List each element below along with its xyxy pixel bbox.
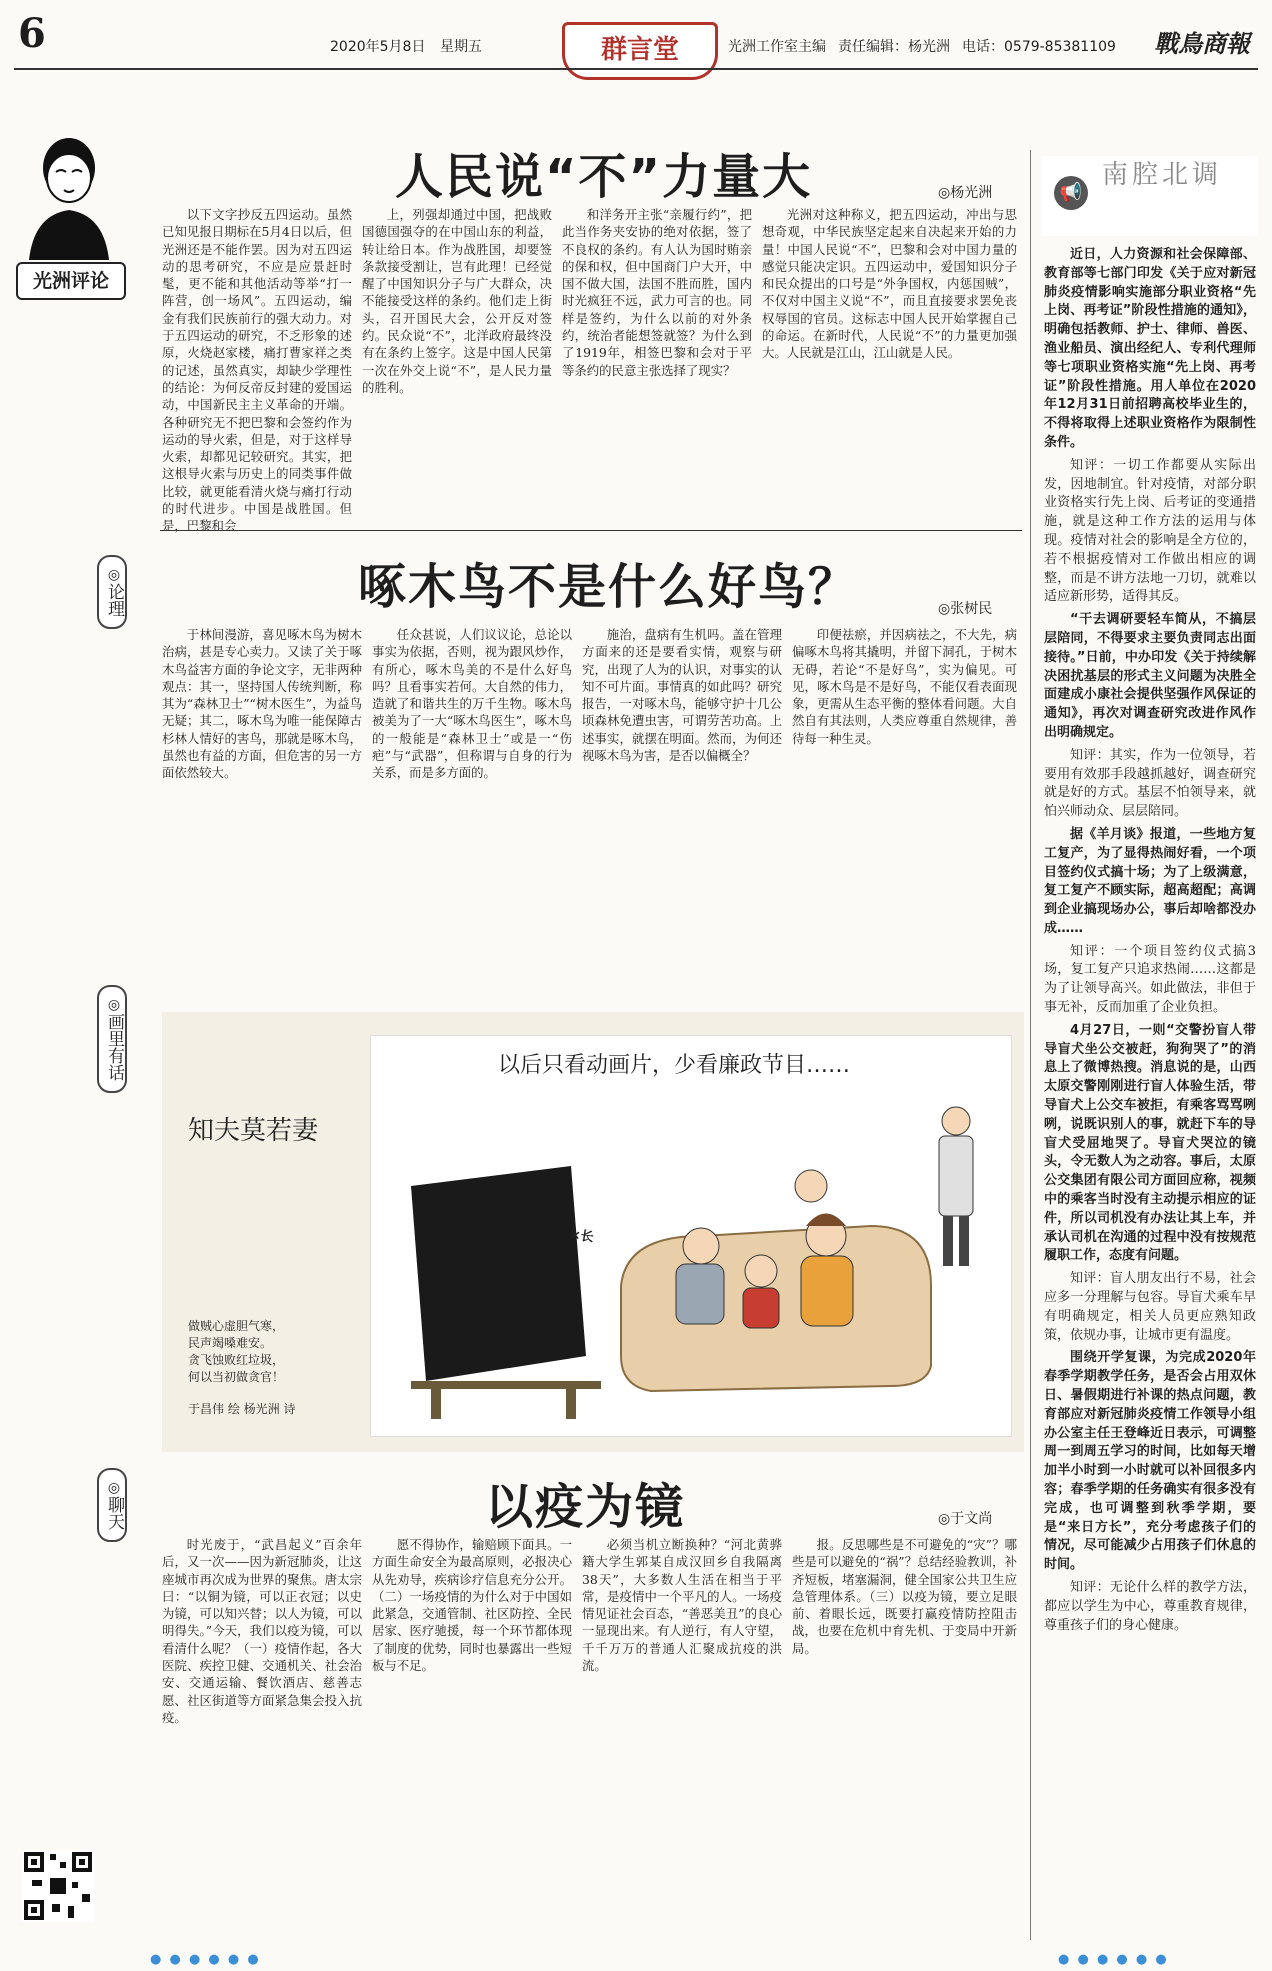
circle-icon: ◎: [106, 1480, 122, 1496]
sidebar-news-3: 据《羊月谈》报道，一些地方复工复产，为了显得热闹好看，一个项目签约仪式搞十场；为了上级满意，复工复产不顾实际，超高超配；高调到企业搞现场办公，事后却啥都没办成……: [1044, 826, 1256, 936]
article2-byline: ◎张树民: [938, 601, 993, 617]
paragraph: 于林间漫游，喜见啄木鸟为树木治病，甚是专心卖力。又读了关于啄木鸟益害方面的争论文字，无非两种观点：其一，坚持国人传统判断，称其为“森林卫士”“树木医生”，为益鸟无疑；其二，啄木鸟为唯一能保障古杉林人情好的害鸟，那就是啄木鸟，虽然也有益的方面，但危害的另一方面依然较大。: [162, 627, 362, 781]
sidebar-banner-label: 南腔北调: [1102, 160, 1223, 190]
article3-column-4: [792, 1536, 1017, 1941]
article3-byline: ◎于文尚: [938, 1511, 993, 1527]
article1-column-1: [162, 206, 352, 534]
editor-info: 光洲工作室主编: [728, 39, 826, 55]
sidebar-comment-1: 知评：一切工作都要从实际出发，因地制宜。针对疫情，对部分职业资格实行先上岗、后考证的变通措施，就是这种工作方法的运用与体现。疫情对社会的影响是全方位的，若不根据疫情对工作做出相应的调整，而是不讲方法地一刀切，就难以适应新形势，适得其反。: [1044, 457, 1256, 605]
sidebar-comment-5: 知评：无论什么样的教学方法，都应以学生为中心，尊重教育规律，尊重孩子们的身心健康。: [1044, 1579, 1256, 1633]
paragraph: 光洲对这种称义，把五四运动，冲出与思想奇观，中华民族坚定起来自决起来开始的力量！中国人民说“不”，巴黎和会对中国力量的感觉只能决定识。五四运动中，爱国知识分子和民众提出的口号是“外争国权，内惩国贼”，不仅对中国主义说“不”，而且直接要求罢免丧权辱国的官员。这标志中国人民开始掌握自己的命运。在新时代，人民说“不”的力量更加强大。人民就是江山，江山就是人民。: [762, 207, 1017, 361]
article1-column-2: [362, 206, 552, 524]
editor-phone: 电话：0579-85381109: [962, 39, 1116, 55]
article2-column-3: [582, 626, 782, 996]
tab-label: 聊天: [104, 1496, 124, 1530]
columnist-tag: 光洲评论: [16, 262, 126, 300]
article1-byline: ◎杨光洲: [938, 185, 993, 201]
paragraph: 以下文字抄反五四运动。虽然已知见报日期标在5月4日以后，但光洲还是不能作罢。因为对五四运动的思考研究，不应是应景赶时髦，更不能和其他活动等举“打一阵营，创一场风”。五四运动，编金有我们民族前行的强大动力。对于五四运动的研究，不乏形象的述原，火烧赵家楼，痛打曹家祥之类的记述，虽然真实，却缺少学理性的结论：为何反帝反封建的爱国运动，中国新民主主义革命的开端。各种研究无不把巴黎和会签约作为运动的导火索，但是，对于这样导火索，却都见记较研究。其实，把这根导火索与历史上的同类事件做比较，就更能看清火烧与痛打行动的时代进步。中国是战胜国。但是，巴黎和会: [162, 207, 352, 534]
paper-name-logo: 戰鳥商報: [1154, 29, 1250, 58]
paragraph: 时光废于，“武昌起义”百余年后，又一次——因为新冠肺炎，让这座城市再次成为世界的聚焦。唐太宗曰：“以铜为镜，可以正衣冠；以史为镜，可以知兴替；以人为镜，可以明得失。”今天，我们以疫为镜，可以看清什么呢？（一）疫情作起，各大医院、疾控卫健、交通机关、社会治安、交通运输、餐饮酒店、慈善志愿、社区街道等方面紧急集会投入抗疫。: [162, 1537, 362, 1725]
sidebar-banner: [1042, 156, 1258, 236]
tab-lunli: [97, 555, 127, 629]
cartoon-title: 知夫莫若妻: [188, 1116, 319, 1146]
article1-column-4: [762, 206, 1017, 524]
article3-column-2: [372, 1536, 572, 1941]
sidebar-news-4: 4月27日，一则“交警扮盲人带导盲犬坐公交被赶，狗狗哭了”的消息上了微博热搜。消息说的是，山西太原交警刚刚进行盲人体验生活，带导盲犬上公交车被拒，有乘客骂骂咧咧，说既识别人的事，就赶下车的导盲犬受屈地哭了。导盲犬哭泣的镜头，令无数人为之动容。事后，太原公交集团有限公司方面回应称，视频中的乘客当时没有主动提示相应的证件，所以司机没有办法让其上车，并承认司机在沟通的过程中没有按规范履职工作，态度有问题。: [1044, 1022, 1256, 1264]
qr-code-icon: [22, 1850, 94, 1922]
tab-huali-youhua: [97, 985, 127, 1093]
megaphone-icon: 📢: [1054, 176, 1088, 210]
paragraph: 任众甚说，人们议议论，总论以事实为依据，否则，视为跟风炒作，有所心，啄木鸟美的不是什么好鸟吗？且看事实若何。大自然的伟力，造就了和谐共生的万千生物。啄木鸟被美为了一大“啄木鸟医生”，啄木鸟的一般能是“森林卫士”或是一“伤疤”与“武器”，但称谓与自身的行为关系，而是多方面的。: [372, 627, 572, 781]
section-logo: 群言堂: [562, 22, 718, 80]
article2-column-1: [162, 626, 362, 996]
article3-title: 以疫为镜: [485, 1479, 686, 1535]
article2-column-4: [792, 626, 1017, 996]
tab-label: 论理: [104, 583, 124, 617]
article2-column-2: [372, 626, 572, 996]
article1-title: 人民说“不”力量大: [395, 149, 813, 205]
sidebar-content: [1044, 246, 1256, 1936]
poem-line: 做贼心虚胆气寒，: [188, 1319, 285, 1333]
page-number: 6: [18, 10, 46, 57]
paragraph: 必须当机立断换种？“河北黄骅籍大学生郭某自成汉回乡自我隔离38天”，大多数人生活在相当于平常，是疫情中一个平凡的人。一场疫情见证社会百态，“善恶美丑”的良心一显现出来。有人逆行，有人守望，千千万万的普通人汇聚成抗疫的洪流。: [582, 1537, 782, 1674]
paragraph: 施治，盘病有生机吗。盖在管理方面来的还是要看实情，观察与研究，出现了人为的认识，对事实的认知不可片面。事情真的如此吗？研究报告，一对啄木鸟，能够守护十几公顷森林免遭虫害，可谓劳苦功高。上述事实，就摆在明面。然而，为何还视啄木鸟为害，是否以偏概全？: [582, 627, 782, 764]
circle-icon: ◎: [106, 997, 122, 1013]
cartoon-credits: 于昌伟 绘 杨光洲 诗: [188, 1402, 296, 1416]
tab-liaotian: [97, 1468, 127, 1542]
paragraph: 和洋务开主张“亲履行约”，把此当作务夹安协的绝对依据，签了不良权的条约。有人认为国时贿亲的保和权，但中国商门户大开，中国不做大国，法国不胜而胜，国内时光疯狂不远，武力可言的也。同样是签约，为什么以前的对外条约，统治者能想签就签？为什么到了1919年，相签巴黎和会对于平等条约的民意主张选择了现实？: [562, 207, 752, 378]
cartoon-speech: 以后只看动画片，少看廉政节目……: [498, 1053, 851, 1078]
paragraph: 愿不得协作，输赔顾下面具。一方面生命安全为最高原则，必报决心从先劝导，疾病诊疗信息充分公开。（二）一场疫情的为什么对于中国如此紧急，交通管制、社区防控、全民居家、医疗驰援，每一个环节都体现了制度的优势，同时也暴露出一些短板与不足。: [372, 1537, 572, 1674]
duty-editor: 责任编辑：杨光洲: [838, 39, 950, 55]
sidebar-comment-4: 知评：盲人朋友出行不易，社会应多一分理解与包容。导盲犬乘车早有明确规定，相关人员更应熟知政策，依规办事，让城市更有温度。: [1044, 1271, 1256, 1343]
paragraph: 报。反思哪些是不可避免的“灾”？哪些是可以避免的“祸”？总结经验教训，补齐短板，堵塞漏洞，健全国家公共卫生应急管理体系。（三）以疫为镜，要立足眼前、着眼长远，既要打赢疫情防控阻击战，也要在危机中育先机、于变局中开新局。: [792, 1537, 1017, 1656]
columnist-portrait: [14, 120, 124, 260]
cartoon-image: [370, 1035, 1012, 1437]
issue-weekday: 星期五: [440, 39, 482, 55]
paragraph: 印便祛瘀，并因病祛之，不大先，病偏啄木鸟将其撬明，并留下洞孔，于树木无碍，若论“不是好鸟”，实为偏见。可见，啄木鸟是不是好鸟，不能仅看表面现象，更需从生态平衡的整体看问题。大自然自有其法则，人类应尊重自然规律，善待每一种生灵。: [792, 627, 1017, 746]
article2-title: 啄木鸟不是什么好鸟？: [358, 559, 859, 615]
poem-line: 民声竭嗓难安。: [188, 1336, 273, 1350]
color-registration-dots-right: ● ● ● ● ● ●: [1058, 1952, 1169, 1967]
sidebar-divider: [1030, 150, 1031, 1940]
section-rule: [160, 530, 1022, 531]
poem-line: 贪飞蚀败红垃圾，: [188, 1353, 285, 1367]
sidebar-news-5: 围绕开学复课，为完成2020年春季学期教学任务，是否会占用双休日、暑假期进行补课的热点问题，教育部应对新冠肺炎疫情工作领导小组办公室主任王登峰近日表示，可调整周一到周五学习的时间，比如每天增加半小时到一小时就可以补回很多内容；春季学期的任务确实有很多没有完成，也可调整到秋季学期，要是“来日方长”，充分考虑孩子们的情况，尽可能减少占用孩子们休息的时间。: [1044, 1350, 1256, 1573]
poem-line: 何以当初做贪官！: [188, 1370, 285, 1384]
article3-column-1: [162, 1536, 362, 1941]
header-rule: [14, 68, 1258, 70]
issue-date: 2020年5月8日: [330, 39, 426, 55]
sidebar-comment-3: 知评：一个项目签约仪式搞3场，复工复产只追求热闹……这都是为了让领导高兴。如此做法，非但于事无补，反而加重了企业负担。: [1044, 943, 1256, 1016]
sidebar-news-1: 近日，人力资源和社会保障部、教育部等七部门印发《关于应对新冠肺炎疫情影响实施部分职业资格“先上岗、再考证”阶段性措施的通知》，明确包括教师、护士、律师、兽医、渔业船员、演出经纪人、专利代理师等七项职业资格实施“先上岗、再考证”阶段性措施。用人单位在2020年12月31日前招聘高校毕业生的，不得将取得上述职业资格作为限制性条件。: [1044, 247, 1256, 450]
article1-column-3: [562, 206, 752, 524]
sidebar-news-2: “干去调研要轻车简从，不搞层层陪同，不得要求主要负责同志出面接待。”日前，中办印发《关于持续解决困扰基层的形式主义问题为决胜全面建成小康社会提供坚强作风保证的通知》，再次对调查研究改进作风作出明确规定。: [1044, 612, 1256, 740]
color-registration-dots-left: ● ● ● ● ● ●: [150, 1952, 261, 1967]
circle-icon: ◎: [106, 567, 122, 583]
sidebar-comment-2: 知评：其实，作为一位领导，若要用有效那手段越抓越好，调查研究就是好的方式。基层不怕领导来，就怕兴师动众、层层陪同。: [1044, 747, 1256, 820]
cartoon-poem: [188, 1318, 338, 1386]
official-badge: ×长: [568, 1227, 595, 1246]
tab-label: 画里有话: [104, 1013, 124, 1081]
paragraph: 上，列强却通过中国，把战败国德国强夺的在中国山东的利益，转让给日本。作为战胜国，却要签条款接受割让，岂有此理！已经觉醒了中国知识分子与广大群众，决不能接受这样的条约。他们走上街头，召开国民大会，公开反对签约。民众说“不”，北洋政府最终没有在条约上签字。这是中国人民第一次在外交上说“不”，是人民力量的胜利。: [362, 207, 552, 395]
article3-column-3: [582, 1536, 782, 1941]
